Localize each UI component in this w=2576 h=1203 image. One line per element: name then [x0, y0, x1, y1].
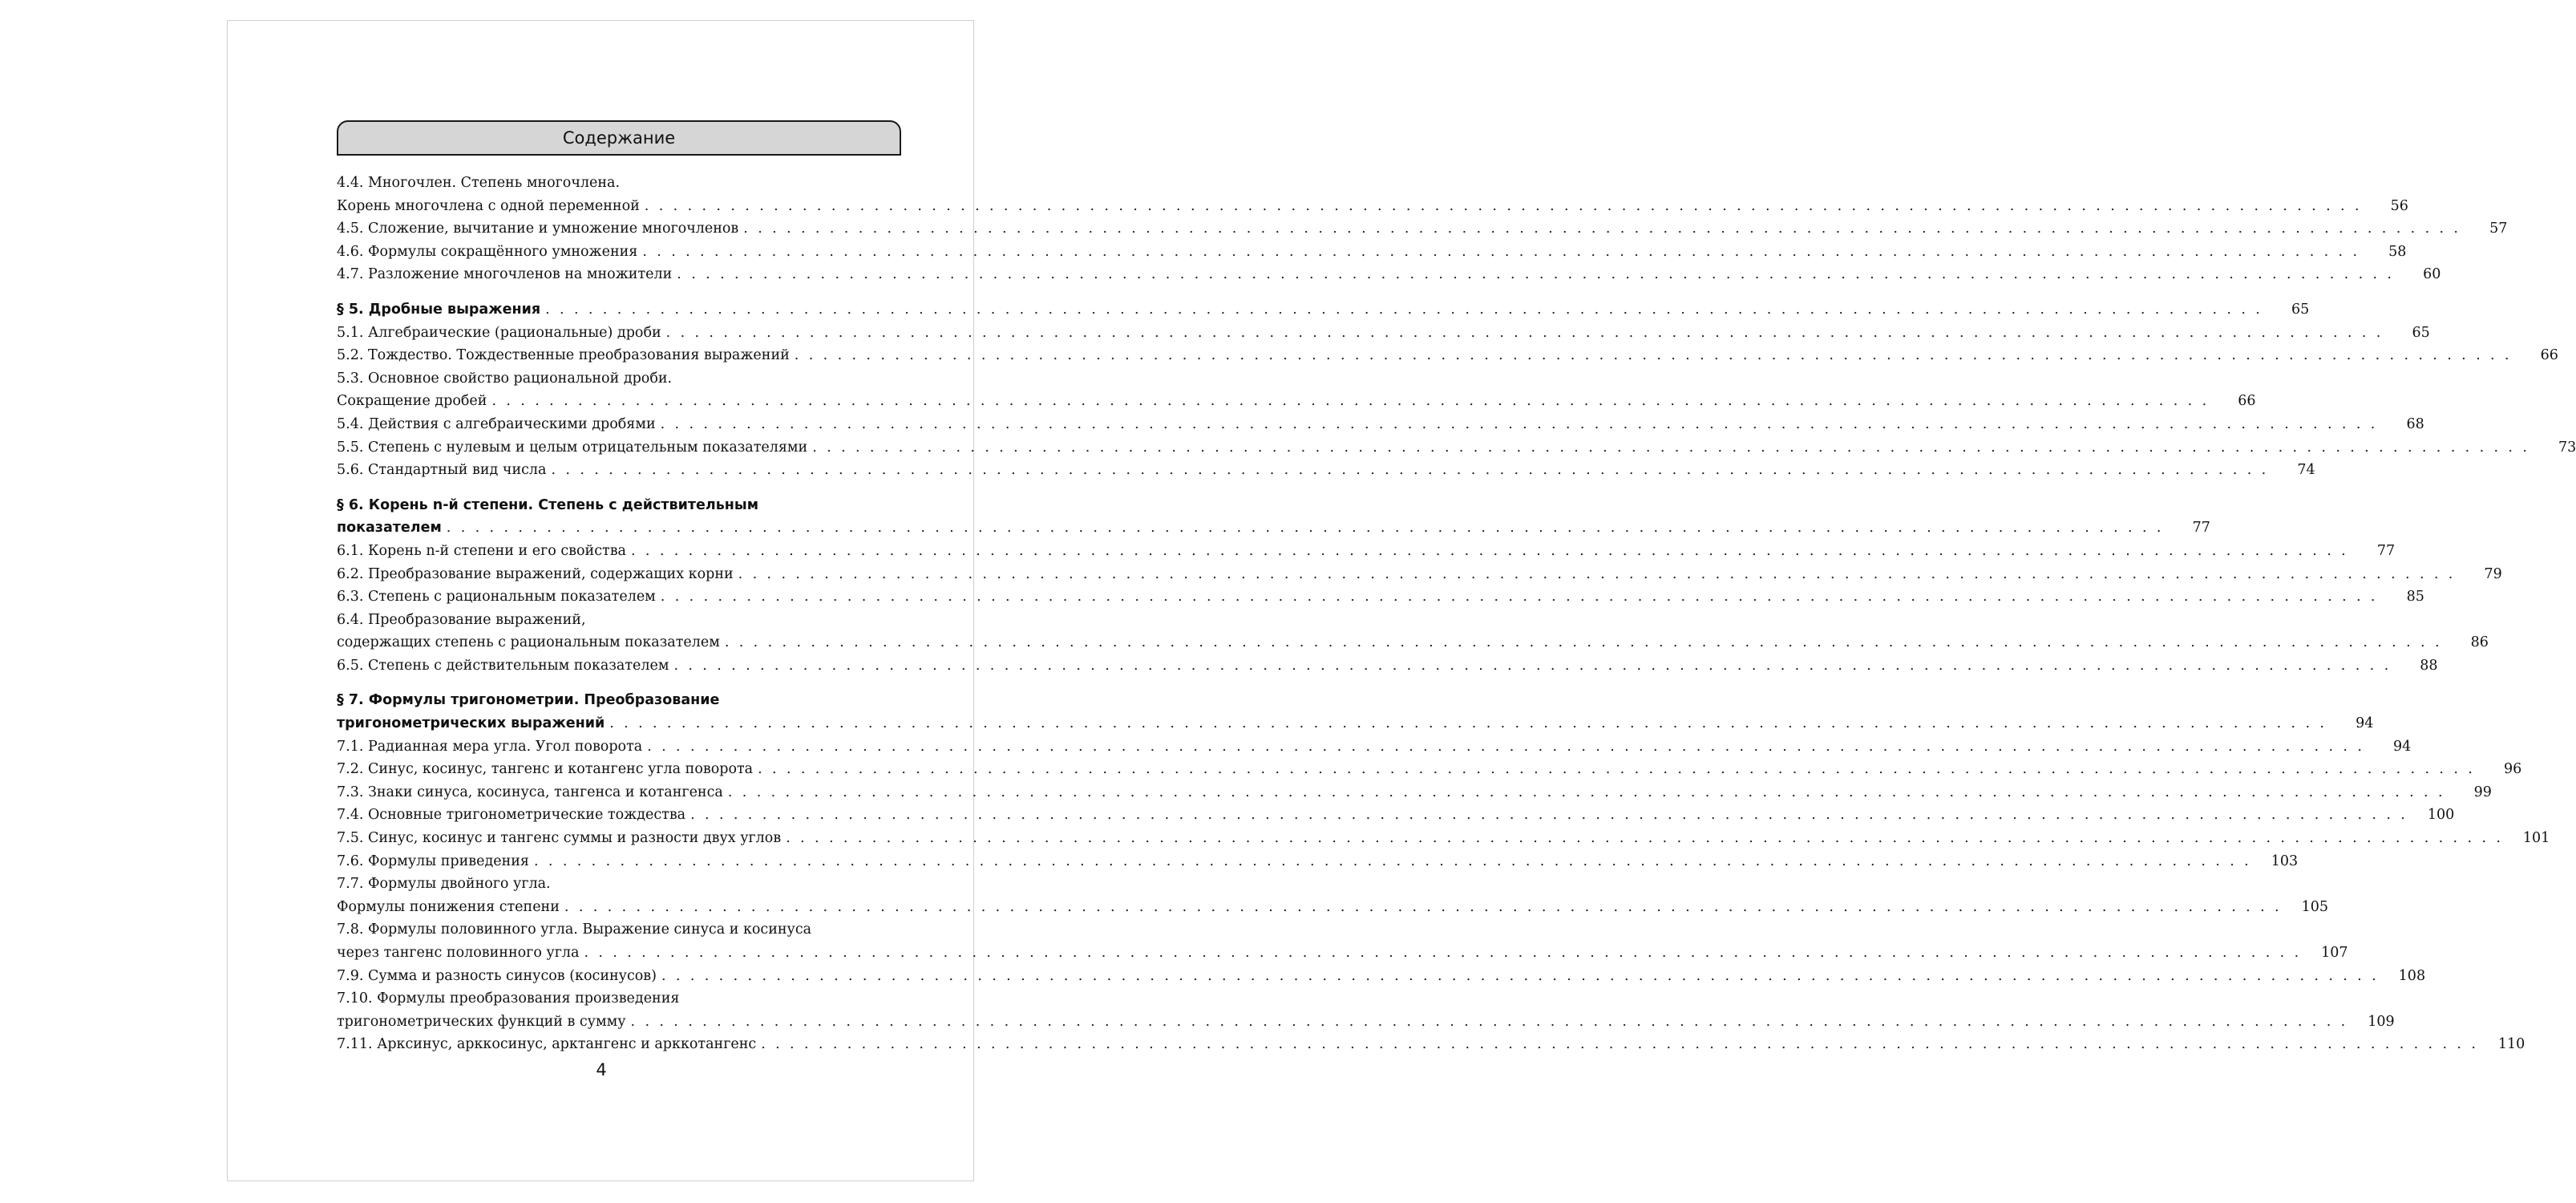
- toc-page-number: 65: [2291, 301, 2310, 318]
- toc-page-number: 77: [2192, 520, 2210, 537]
- toc-page-number: 109: [2368, 1013, 2395, 1030]
- toc-entry: [337, 217, 2508, 241]
- toc-entry-title: 5.2. Тождество. Тождественные преобразования выражений: [337, 347, 790, 364]
- toc-page-number: 65: [2412, 324, 2430, 341]
- toc-entry: [337, 172, 2408, 217]
- table-of-contents: [337, 172, 2576, 1056]
- dot-leader: . . . . . . . . . . . . . . . . . . . . . . . . . . . . . . . . . . . . . . . . . . . . . . . . . . . . . . . . . . . . . . . . . . . . . . . . . . . . . . . . . . . . . . . . . . . . . . . . . . . . . . . . . . . . . . . . . . . . . . . .: [446, 520, 2164, 537]
- toc-entry-title: 4.6. Формулы сокращённого умножения: [337, 243, 638, 260]
- toc-entry-title: тригонометрических выражений: [337, 715, 605, 732]
- toc-entry-title: 7.6. Формулы приведения: [337, 853, 529, 869]
- dot-leader: . . . . . . . . . . . . . . . . . . . . . . . . . . . . . . . . . . . . . . . . . . . . . . . . . . . . . . . . . . . . . . . . . . . . . . . . . . . . . . . . . . . . . . . . . . . . . . . . . . . . . . . . . . . . . . . . . . . . . . . .: [647, 738, 2365, 755]
- dot-leader: . . . . . . . . . . . . . . . . . . . . . . . . . . . . . . . . . . . . . . . . . . . . . . . . . . . . . . . . . . . . . . . . . . . . . . . . . . . . . . . . . . . . . . . . . . . . . . . . . . . . . . . . . . . . . . . . . . . . . . . .: [690, 807, 2408, 824]
- toc-entry-line: [337, 758, 2522, 781]
- dot-leader: . . . . . . . . . . . . . . . . . . . . . . . . . . . . . . . . . . . . . . . . . . . . . . . . . . . . . . . . . . . . . . . . . . . . . . . . . . . . . . . . . . . . . . . . . . . . . . . . . . . . . . . . . . . . . . . . . . . . . . . .: [642, 243, 2360, 260]
- toc-page-number: 99: [2473, 784, 2492, 800]
- toc-entry: [337, 585, 2424, 609]
- toc-page-number: 86: [2470, 634, 2489, 651]
- toc-entry-title: показателем: [337, 520, 442, 537]
- toc-entry: [337, 965, 2426, 988]
- toc-entry-line: [337, 804, 2455, 827]
- toc-entry: [337, 735, 2412, 759]
- toc-page-number: 66: [2540, 347, 2558, 364]
- toc-entry: [337, 850, 2299, 873]
- toc-entry-title: Сокращение дробей: [337, 393, 487, 410]
- toc-entry-line: [337, 918, 902, 942]
- toc-entry-line: [337, 390, 2256, 413]
- toc-entry-title: Корень многочлена с одной переменной: [337, 197, 640, 214]
- toc-page-number: 110: [2497, 1036, 2525, 1053]
- toc-entry: [337, 654, 2438, 678]
- toc-entry: [337, 241, 2407, 264]
- dot-leader: . . . . . . . . . . . . . . . . . . . . . . . . . . . . . . . . . . . . . . . . . . . . . . . . . . . . . . . . . . . . . . . . . . . . . . . . . . . . . . . . . . . . . . . . . . . . . . . . . . . . . . . . . . . . . . . . . . . . . . . .: [564, 898, 2282, 915]
- toc-entry-title: 7.8. Формулы половинного угла. Выражение синуса и косинуса: [337, 921, 812, 938]
- toc-entry-title: 5.4. Действия с алгебраическими дробями: [337, 415, 656, 432]
- toc-entry: [337, 413, 2424, 436]
- toc-entry-line: [337, 712, 2374, 735]
- toc-entry-title: 5.1. Алгебраические (рациональные) дроби: [337, 324, 661, 341]
- toc-entry-line: [337, 781, 2492, 804]
- toc-entry: [337, 873, 2328, 918]
- toc-entry: [337, 436, 2576, 460]
- toc-entry: [337, 804, 2455, 827]
- toc-header: [337, 120, 901, 156]
- toc-section-entry: [337, 494, 2210, 540]
- dot-leader: . . . . . . . . . . . . . . . . . . . . . . . . . . . . . . . . . . . . . . . . . . . . . . . . . . . . . . . . . . . . . . . . . . . . . . . . . . . . . . . . . . . . . . . . . . . . . . . . . . . . . . . . . . . . . . . . . . . . . . . .: [630, 542, 2349, 559]
- toc-entry: [337, 263, 2441, 286]
- dot-leader: . . . . . . . . . . . . . . . . . . . . . . . . . . . . . . . . . . . . . . . . . . . . . . . . . . . . . . . . . . . . . . . . . . . . . . . . . . . . . . . . . . . . . . . . . . . . . . . . . . . . . . . . . . . . . . . . . . . . . . . .: [660, 415, 2378, 432]
- toc-entry-title: 5.5. Степень с нулевым и целым отрицательным показателями: [337, 439, 808, 456]
- toc-entry-line: [337, 516, 2210, 540]
- toc-entry: [337, 322, 2430, 345]
- dot-leader: . . . . . . . . . . . . . . . . . . . . . . . . . . . . . . . . . . . . . . . . . . . . . . . . . . . . . . . . . . . . . . . . . . . . . . . . . . . . . . . . . . . . . . . . . . . . . . . . . . . . . . . . . . . . . . . . . . . . . . . .: [758, 761, 2476, 778]
- toc-page-number: 96: [2503, 761, 2522, 778]
- dot-leader: . . . . . . . . . . . . . . . . . . . . . . . . . . . . . . . . . . . . . . . . . . . . . . . . . . . . . . . . . . . . . . . . . . . . . . . . . . . . . . . . . . . . . . . . . . . . . . . . . . . . . . . . . . . . . . . . . . . . . . . .: [609, 715, 2327, 732]
- toc-page-number: 85: [2406, 589, 2424, 606]
- toc-entry-line: [337, 735, 2412, 759]
- toc-page-number: 88: [2420, 657, 2438, 674]
- dot-leader: . . . . . . . . . . . . . . . . . . . . . . . . . . . . . . . . . . . . . . . . . . . . . . . . . . . . . . . . . . . . . . . . . . . . . . . . . . . . . . . . . . . . . . . . . . . . . . . . . . . . . . . . . . . . . . . . . . . . . . . .: [661, 967, 2380, 984]
- toc-entry-title: 7.9. Сумма и разность синусов (косинусов): [337, 967, 657, 984]
- toc-entry-title: 6.5. Степень с действительным показателем: [337, 657, 669, 674]
- toc-entry-title: 7.3. Знаки синуса, косинуса, тангенса и котангенса: [337, 784, 723, 800]
- toc-entry-title: § 6. Корень n-й степени. Степень с действительным: [337, 496, 759, 513]
- toc-entry-line: [337, 965, 2426, 988]
- toc-entry-title: 4.7. Разложение многочленов на множители: [337, 266, 673, 283]
- toc-page-number: 100: [2427, 807, 2455, 824]
- toc-entry-title: 7.5. Синус, косинус и тангенс суммы и разности двух углов: [337, 830, 782, 847]
- toc-entry-title: через тангенс половинного угла: [337, 945, 580, 961]
- toc-entry-line: [337, 459, 2315, 482]
- toc-entry: [337, 344, 2558, 367]
- dot-leader: . . . . . . . . . . . . . . . . . . . . . . . . . . . . . . . . . . . . . . . . . . . . . . . . . . . . . . . . . . . . . . . . . . . . . . . . . . . . . . . . . . . . . . . . . . . . . . . . . . . . . . . . . . . . . . . . . . . . . . . .: [761, 1036, 2479, 1053]
- toc-entry-line: [337, 942, 2348, 965]
- toc-page-number: 73: [2558, 439, 2576, 456]
- toc-entry-line: [337, 1011, 2395, 1034]
- toc-entry-line: [337, 298, 2310, 322]
- toc-entry-title: 7.11. Арксинус, арккосинус, арктангенс и арккотангенс: [337, 1036, 757, 1053]
- dot-leader: . . . . . . . . . . . . . . . . . . . . . . . . . . . . . . . . . . . . . . . . . . . . . . . . . . . . . . . . . . . . . . . . . . . . . . . . . . . . . . . . . . . . . . . . . . . . . . . . . . . . . . . . . . . . . . . . . . . . . . . .: [727, 784, 2445, 800]
- toc-entry-line: [337, 540, 2396, 563]
- toc-entry-line: [337, 413, 2424, 436]
- toc-entry: [337, 918, 2348, 964]
- toc-entry-line: [337, 172, 902, 195]
- toc-entry-title: § 7. Формулы тригонометрии. Преобразование: [337, 692, 720, 709]
- toc-entry-title: 6.3. Степень с рациональным показателем: [337, 589, 656, 606]
- toc-entry-title: Формулы понижения степени: [337, 898, 560, 915]
- toc-entry: [337, 459, 2315, 482]
- toc-page-number: 58: [2388, 243, 2407, 260]
- toc-page-number: 107: [2321, 945, 2348, 961]
- toc-entry: [337, 563, 2502, 586]
- toc-entry-title: 7.7. Формулы двойного угла.: [337, 876, 551, 893]
- dot-leader: . . . . . . . . . . . . . . . . . . . . . . . . . . . . . . . . . . . . . . . . . . . . . . . . . . . . . . . . . . . . . . . . . . . . . . . . . . . . . . . . . . . . . . . . . . . . . . . . . . . . . . . . . . . . . . . . . . . . . . . .: [677, 266, 2395, 283]
- toc-page-number: 103: [2271, 853, 2299, 869]
- toc-entry-line: [337, 322, 2430, 345]
- toc-page-number: 94: [2393, 738, 2412, 755]
- toc-page-number: 57: [2489, 221, 2508, 237]
- toc-entry-line: [337, 585, 2424, 609]
- toc-entry: [337, 540, 2396, 563]
- toc-entry-line: [337, 827, 2550, 850]
- dot-leader: . . . . . . . . . . . . . . . . . . . . . . . . . . . . . . . . . . . . . . . . . . . . . . . . . . . . . . . . . . . . . . . . . . . . . . . . . . . . . . . . . . . . . . . . . . . . . . . . . . . . . . . . . . . . . . . . . . . . . . . .: [533, 853, 2252, 869]
- dot-leader: . . . . . . . . . . . . . . . . . . . . . . . . . . . . . . . . . . . . . . . . . . . . . . . . . . . . . . . . . . . . . . . . . . . . . . . . . . . . . . . . . . . . . . . . . . . . . . . . . . . . . . . . . . . . . . . . . . . . . . . .: [545, 301, 2263, 318]
- toc-title: Содержание: [562, 128, 676, 148]
- toc-entry-line: [337, 195, 2408, 218]
- toc-page-number: 94: [2356, 715, 2374, 732]
- toc-entry-line: [337, 494, 902, 517]
- toc-entry-line: [337, 344, 2558, 367]
- toc-entry-line: [337, 987, 902, 1011]
- dot-leader: . . . . . . . . . . . . . . . . . . . . . . . . . . . . . . . . . . . . . . . . . . . . . . . . . . . . . . . . . . . . . . . . . . . . . . . . . . . . . . . . . . . . . . . . . . . . . . . . . . . . . . . . . . . . . . . . . . . . . . . .: [584, 945, 2302, 961]
- toc-entry-line: [337, 1033, 2525, 1056]
- dot-leader: . . . . . . . . . . . . . . . . . . . . . . . . . . . . . . . . . . . . . . . . . . . . . . . . . . . . . . . . . . . . . . . . . . . . . . . . . . . . . . . . . . . . . . . . . . . . . . . . . . . . . . . . . . . . . . . . . . . . . . . .: [551, 462, 2269, 479]
- toc-entry-title: 7.1. Радианная мера угла. Угол поворота: [337, 738, 643, 755]
- dot-leader: . . . . . . . . . . . . . . . . . . . . . . . . . . . . . . . . . . . . . . . . . . . . . . . . . . . . . . . . . . . . . . . . . . . . . . . . . . . . . . . . . . . . . . . . . . . . . . . . . . . . . . . . . . . . . . . . . . . . . . . .: [738, 565, 2456, 582]
- page-number: 4: [596, 1060, 607, 1079]
- toc-page-number: 79: [2484, 565, 2502, 582]
- toc-entry-line: [337, 873, 902, 896]
- toc-entry-line: [337, 217, 2508, 241]
- toc-page-number: 74: [2297, 462, 2315, 479]
- toc-entry-title: 5.6. Стандартный вид числа: [337, 462, 547, 479]
- dot-leader: . . . . . . . . . . . . . . . . . . . . . . . . . . . . . . . . . . . . . . . . . . . . . . . . . . . . . . . . . . . . . . . . . . . . . . . . . . . . . . . . . . . . . . . . . . . . . . . . . . . . . . . . . . . . . . . . . . . . . . . .: [812, 439, 2530, 456]
- toc-entry-line: [337, 241, 2407, 264]
- dot-leader: . . . . . . . . . . . . . . . . . . . . . . . . . . . . . . . . . . . . . . . . . . . . . . . . . . . . . . . . . . . . . . . . . . . . . . . . . . . . . . . . . . . . . . . . . . . . . . . . . . . . . . . . . . . . . . . . . . . . . . . .: [665, 324, 2384, 341]
- dot-leader: . . . . . . . . . . . . . . . . . . . . . . . . . . . . . . . . . . . . . . . . . . . . . . . . . . . . . . . . . . . . . . . . . . . . . . . . . . . . . . . . . . . . . . . . . . . . . . . . . . . . . . . . . . . . . . . . . . . . . . . .: [724, 634, 2442, 651]
- toc-entry-title: 6.1. Корень n-й степени и его свойства: [337, 542, 626, 559]
- dot-leader: . . . . . . . . . . . . . . . . . . . . . . . . . . . . . . . . . . . . . . . . . . . . . . . . . . . . . . . . . . . . . . . . . . . . . . . . . . . . . . . . . . . . . . . . . . . . . . . . . . . . . . . . . . . . . . . . . . . . . . . .: [660, 589, 2378, 606]
- dot-leader: . . . . . . . . . . . . . . . . . . . . . . . . . . . . . . . . . . . . . . . . . . . . . . . . . . . . . . . . . . . . . . . . . . . . . . . . . . . . . . . . . . . . . . . . . . . . . . . . . . . . . . . . . . . . . . . . . . . . . . . .: [786, 830, 2504, 847]
- dot-leader: . . . . . . . . . . . . . . . . . . . . . . . . . . . . . . . . . . . . . . . . . . . . . . . . . . . . . . . . . . . . . . . . . . . . . . . . . . . . . . . . . . . . . . . . . . . . . . . . . . . . . . . . . . . . . . . . . . . . . . . .: [794, 347, 2512, 364]
- toc-entry-title: 7.10. Формулы преобразования произведения: [337, 990, 680, 1007]
- toc-entry: [337, 987, 2395, 1033]
- dot-leader: . . . . . . . . . . . . . . . . . . . . . . . . . . . . . . . . . . . . . . . . . . . . . . . . . . . . . . . . . . . . . . . . . . . . . . . . . . . . . . . . . . . . . . . . . . . . . . . . . . . . . . . . . . . . . . . . . . . . . . . .: [644, 197, 2362, 214]
- toc-entry-title: 7.4. Основные тригонометрические тождества: [337, 807, 686, 824]
- toc-page-number: 105: [2301, 898, 2328, 915]
- toc-entry-line: [337, 436, 2576, 460]
- toc-page-number: 60: [2423, 266, 2441, 283]
- toc-entry-title: § 5. Дробные выражения: [337, 301, 541, 318]
- toc-entry-line: [337, 263, 2441, 286]
- toc-entry-line: [337, 689, 902, 712]
- toc-entry-title: содержащих степень с рациональным показателем: [337, 634, 720, 651]
- toc-entry-line: [337, 850, 2299, 873]
- toc-section-entry: [337, 689, 2374, 735]
- dot-leader: . . . . . . . . . . . . . . . . . . . . . . . . . . . . . . . . . . . . . . . . . . . . . . . . . . . . . . . . . . . . . . . . . . . . . . . . . . . . . . . . . . . . . . . . . . . . . . . . . . . . . . . . . . . . . . . . . . . . . . . .: [630, 1013, 2348, 1030]
- toc-entry: [337, 781, 2492, 804]
- dot-leader: . . . . . . . . . . . . . . . . . . . . . . . . . . . . . . . . . . . . . . . . . . . . . . . . . . . . . . . . . . . . . . . . . . . . . . . . . . . . . . . . . . . . . . . . . . . . . . . . . . . . . . . . . . . . . . . . . . . . . . . .: [743, 221, 2461, 237]
- toc-entry-line: [337, 563, 2502, 586]
- toc-page-number: 101: [2522, 830, 2550, 847]
- toc-page-number: 77: [2376, 542, 2396, 559]
- toc-entry-line: [337, 609, 902, 632]
- toc-entry-title: 7.2. Синус, косинус, тангенс и котангенс угла поворота: [337, 761, 754, 778]
- toc-entry-line: [337, 367, 902, 391]
- toc-page-number: 56: [2390, 197, 2408, 214]
- toc-page-number: 68: [2406, 415, 2424, 432]
- toc-entry: [337, 1033, 2525, 1056]
- toc-entry-title: 5.3. Основное свойство рациональной дроби.: [337, 370, 673, 387]
- toc-entry: [337, 827, 2550, 850]
- toc-section-entry: [337, 298, 2310, 322]
- toc-entry: [337, 367, 2256, 413]
- toc-entry-title: тригонометрических функций в сумму: [337, 1013, 626, 1030]
- toc-entry-title: 6.2. Преобразование выражений, содержащих корни: [337, 565, 734, 582]
- toc-page-number: 108: [2398, 967, 2426, 984]
- toc-entry-line: [337, 631, 2489, 654]
- toc-entry-title: 6.4. Преобразование выражений,: [337, 611, 586, 628]
- toc-entry-line: [337, 896, 2328, 919]
- toc-entry: [337, 609, 2489, 654]
- dot-leader: . . . . . . . . . . . . . . . . . . . . . . . . . . . . . . . . . . . . . . . . . . . . . . . . . . . . . . . . . . . . . . . . . . . . . . . . . . . . . . . . . . . . . . . . . . . . . . . . . . . . . . . . . . . . . . . . . . . . . . . .: [673, 657, 2392, 674]
- toc-page-number: 66: [2238, 393, 2256, 410]
- toc-entry-title: 4.5. Сложение, вычитание и умножение многочленов: [337, 221, 739, 237]
- dot-leader: . . . . . . . . . . . . . . . . . . . . . . . . . . . . . . . . . . . . . . . . . . . . . . . . . . . . . . . . . . . . . . . . . . . . . . . . . . . . . . . . . . . . . . . . . . . . . . . . . . . . . . . . . . . . . . . . . . . . . . . .: [491, 393, 2210, 410]
- toc-entry: [337, 758, 2522, 781]
- toc-entry-line: [337, 654, 2438, 678]
- toc-entry-title: 4.4. Многочлен. Степень многочлена.: [337, 175, 621, 191]
